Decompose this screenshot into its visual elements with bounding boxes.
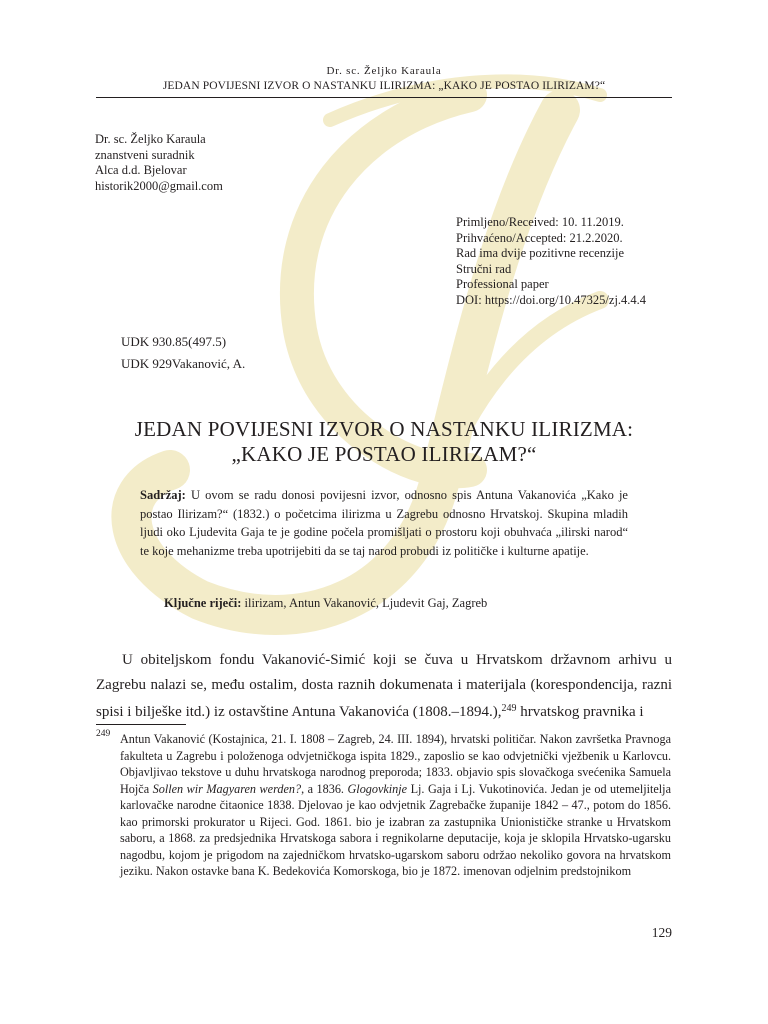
header-divider [96,97,672,98]
title-line-2: „KAKO JE POSTAO ILIRIZAM?“ [231,442,537,466]
author-email: historik2000@gmail.com [95,178,223,193]
doi-link[interactable]: DOI: https://doi.org/10.47325/zj.4.4.4 [456,292,647,307]
keywords [164,595,487,611]
paper-type-en: Professional paper [456,277,549,292]
received-date: Primljeno/Received: 10. 11.2019. [456,215,624,229]
page-number: 129 [651,925,672,940]
footnote-number: 249 [96,729,111,739]
udk-code-2: UDK 929Vakanović, A. [121,356,246,371]
article-meta [456,215,646,309]
author-block [95,132,223,194]
accepted-date: Prihvaćeno/Accepted: 21.2.2020. [456,230,623,245]
footnote-italic-title-1: Sollen wir Magyaren werden? [152,781,302,796]
footnote-divider [96,724,186,725]
footnote-part-3: Lj. Gaja i Lj. Vukotinovića. Jedan je od utemeljitelja karlovačke narodne čitaonice 1838. Djelovao je kao odvjetnik Zagrebačke županije 1842 – 47., potom do 1856. kao primorski prokurator u Rijeci. God. 1861. bio je izabran za zastupnika Unionističke stranke u Hrvatskom saboru, a 1868. za predsjednika Hrvatskoga sabora i regnikolarne deputacije, koja je sklopila Hrvatsko-ugarsku nagodbu, kojom je prigodom na zajedničkom hrvatsko-ugarskom saboru održao nekoliko govora na hrvatskom jeziku. Nakon ostavke bana K. Bedekovića Komorskoga, bio je 1872. imenovan odjelnim predstojnikom [120,781,671,878]
article-title [96,417,672,467]
running-header-title: JEDAN POVIJESNI IZVOR O NASTANKU ILIRIZMA: „KAKO JE POSTAO ILIRIZAM?“ [162,80,606,92]
author-name: Dr. sc. Željko Karaula [95,132,206,146]
title-line-1: JEDAN POVIJESNI IZVOR O NASTANKU ILIRIZMA: [134,417,634,441]
paper-type-hr: Stručni rad [456,261,512,276]
footnote-italic-title-2: Glogovkinje [347,781,408,796]
running-header-author: Dr. sc. Željko Karaula [326,65,442,77]
udk-block [121,331,245,375]
footnote-part-2: , a 1836. [301,781,348,796]
author-affiliation: Alca d.d. Bjelovar [95,163,187,177]
keywords-label: Ključne riječi: [164,596,242,610]
abstract-label: Sadržaj: [140,488,186,502]
udk-code-1: UDK 930.85(497.5) [121,334,227,349]
author-role: znanstveni suradnik [95,147,195,162]
body-text-start: U obiteljskom fondu Vakanović-Simić koji se čuva u Hrvatskom državnom arhivu u Zagrebu nalazi se, među ostalim, dosta raznih dokumenata i materijala (korespondencija, razni spisi i bilješke itd.) iz ostavštine Antuna Vakanovića (1808.–1894.), [96,652,672,720]
keywords-text: ilirizam, Antun Vakanović, Ljudevit Gaj, Zagreb [241,596,488,610]
abstract [140,486,628,560]
footnote-reference[interactable]: 249 [501,703,517,714]
review-note: Rad ima dvije pozitivne recenzije [456,246,624,261]
footnote-text [120,731,671,880]
footnote-part-1: Antun Vakanović (Kostajnica, 21. I. 1808 – Zagreb, 24. III. 1894), hrvatski političar. Nakon završetka Pravnoga fakulteta u Zagrebu i položenoga odvjetničkoga ispita 1829., zaposlio se kao odvjetnički vježbenik u Karlovcu. Objavljivao tekstove u duhu hrvatskoga narodnog preporoda; 1833. objavio spis slovačkoga svećenika Samuela Hojča [120,732,671,796]
body-paragraph [96,648,672,725]
body-text-end: hrvatskog pravnika i [516,704,644,720]
abstract-text: U ovom se radu donosi povijesni izvor, odnosno spis Antuna Vakanovića „Kako je postao Ilirizam?“ (1832.) o početcima ilirizma u Zagrebu odnosno Hrvatskoj. Skupina mladih ljudi oko Ljudevita Gaja te je godine počela promišljati o prostoru koji obuhvaća „ilirski narod“ te koje mehanizme treba upotrijebiti da se taj narod probudi iz političke i kulturne apatije. [140,488,628,558]
